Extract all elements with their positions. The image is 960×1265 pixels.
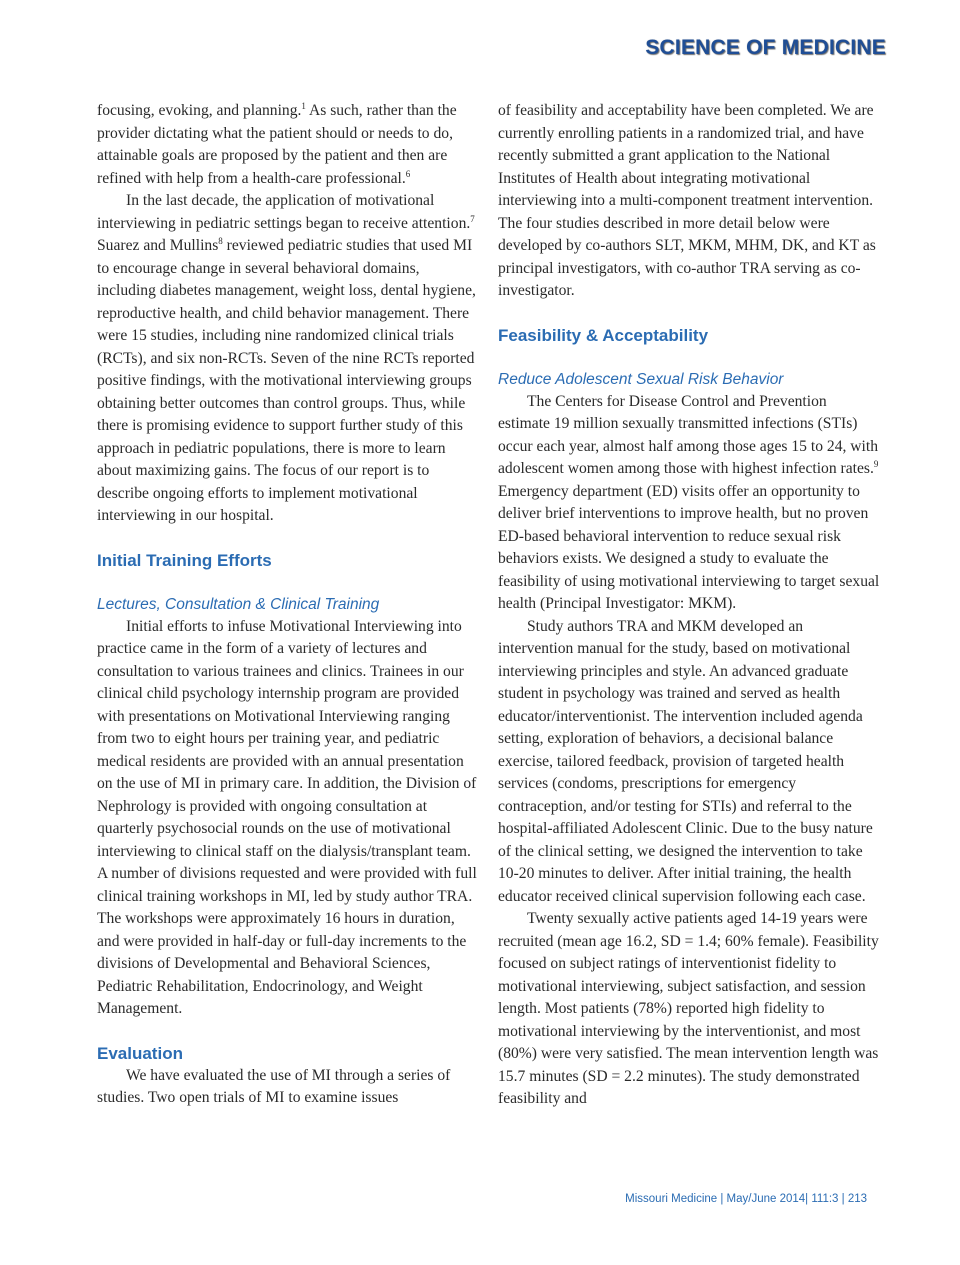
right-column xyxy=(498,100,882,1111)
citation-ref: 9 xyxy=(873,459,879,469)
text-run: reviewed pediatric studies that used MI to encourage change in several behavioral domains, including diabetes management, weight loss, dental hygiene, reproductive health, and child behavior management. There were 15 studies, including nine randomized clinical trials (RCTs), and six non-RCTs. Seven of the nine RCTs reported positive findings, with the motivational interviewing groups obtaining better outcomes than control groups. Thus, while there is promising evidence to support further study of this approach in pediatric populations, there is more to learn about maximizing gains. The focus of our report is to describe ongoing efforts to implement motivational interviewing in our hospital. xyxy=(97,237,476,524)
paragraph xyxy=(498,391,882,616)
citation-ref: 1 xyxy=(301,101,306,111)
paragraph: We have evaluated the use of MI through a series of studies. Two open trials of MI to examine issues xyxy=(97,1066,451,1106)
subheading-reduce-risk: Reduce Adolescent Sexual Risk Behavior xyxy=(498,370,784,388)
text-run: focusing, evoking, and planning. xyxy=(97,102,302,119)
section-banner: SCIENCE OF MEDICINE xyxy=(645,36,886,59)
text-run: The Centers for Disease Control and Prevention estimate 19 million sexually transmitted infections (STIs) occur each year, almost half among those ages 15 to 24, with adolescent women among those with highest infection rates. xyxy=(498,392,879,477)
citation-ref: 6 xyxy=(405,168,411,179)
text-run: As such, rather than the provider dictating what the patient should or needs to do, attainable goals are proposed by the patient and then are refined with help from a health-care professional. xyxy=(97,102,457,187)
page-footer: Missouri Medicine | May/June 2014| 111:3 | 213 xyxy=(625,1193,867,1205)
heading-initial-training: Initial Training Efforts xyxy=(97,550,272,570)
heading-evaluation: Evaluation xyxy=(97,1043,183,1063)
text-run: In the last decade, the application of motivational interviewing in pediatric settings began to receive attention. xyxy=(97,192,471,232)
citation-ref: 7 xyxy=(470,213,475,224)
text-run: Suarez and Mullins xyxy=(97,237,219,254)
paragraph xyxy=(97,190,481,528)
citation-ref: 8 xyxy=(218,236,223,246)
paragraph: Initial efforts to infuse Motivational Interviewing into practice came in the form of a variety of lectures and consultation to various trainees and clinics. Trainees in our clinical child psychology internship program are provided with presentations on Motivational Interviewing ranging from two to eight hours per training year, and pediatric medical residents are provided with an annual presentation on the use of MI in primary care. In addition, the Division of Nephrology is provided with ongoing consultation at quarterly psychosocial rounds on the use of motivational interviewing to clinical staff on the dialysis/transplant team. A number of divisions requested and were provided with full clinical training workshops in MI, led by study author TRA. The workshops were approximately 16 hours in duration, and were provided in half-day or full-day increments to the divisions of Developmental and Behavioral Sciences, Pediatric Rehabilitation, Endocrinology, and Weight Management. xyxy=(97,617,477,1017)
left-column xyxy=(97,100,481,1110)
text-run: Emergency department (ED) visits offer an opportunity to deliver brief interventions to improve health, but no proven ED-based behavioral intervention to reduce sexual risk behaviors exists. We designed a study to evaluate the feasibility of using motivational interviewing to target sexual health (Principal Investigator: MKM). xyxy=(498,482,880,612)
heading-feasibility: Feasibility & Acceptability xyxy=(498,325,709,345)
paragraph xyxy=(97,100,481,190)
paragraph: of feasibility and acceptability have been completed. We are currently enrolling patients in a randomized trial, and have recently submitted a grant application to the National Institutes of Health about integrating motivational interviewing into a multi-component treatment intervention. The four studies described in more detail below were developed by co-authors SLT, MKM, MHM, DK, and KT as principal investigators, with co-author TRA serving as co-investigator. xyxy=(498,102,876,299)
paragraph: Twenty sexually active patients aged 14-19 years were recruited (mean age 16.2, SD = 1.4; 60% female). Feasibility focused on subject ratings of interventionist fidelity to motivational interviewing, subject satisfaction, and session length. Most patients (78%) reported high fidelity to motivational interviewing by the interventionist, and most (80%) were very satisfied. The mean intervention length was 15.7 minutes (SD = 2.2 minutes). The study demonstrated feasibility and xyxy=(498,910,879,1107)
subheading-lectures: Lectures, Consultation & Clinical Training xyxy=(97,595,380,613)
paragraph: Study authors TRA and MKM developed an intervention manual for the study, based on motivational interviewing principles and style. An advanced graduate student in psychology was trained and served as health educator/interventionist. The intervention included agenda setting, exploration of behaviors, a decisional balance exercise, tailored feedback, provision of targeted health services (condoms, prescriptions for emergency contraception, and/or testing for STIs) and referral to the hospital-affiliated Adolescent Clinic. Due to the busy nature of the clinical setting, we designed the intervention to take 10-20 minutes to deliver. After initial training, the health educator received clinical supervision following each case. xyxy=(498,617,873,905)
